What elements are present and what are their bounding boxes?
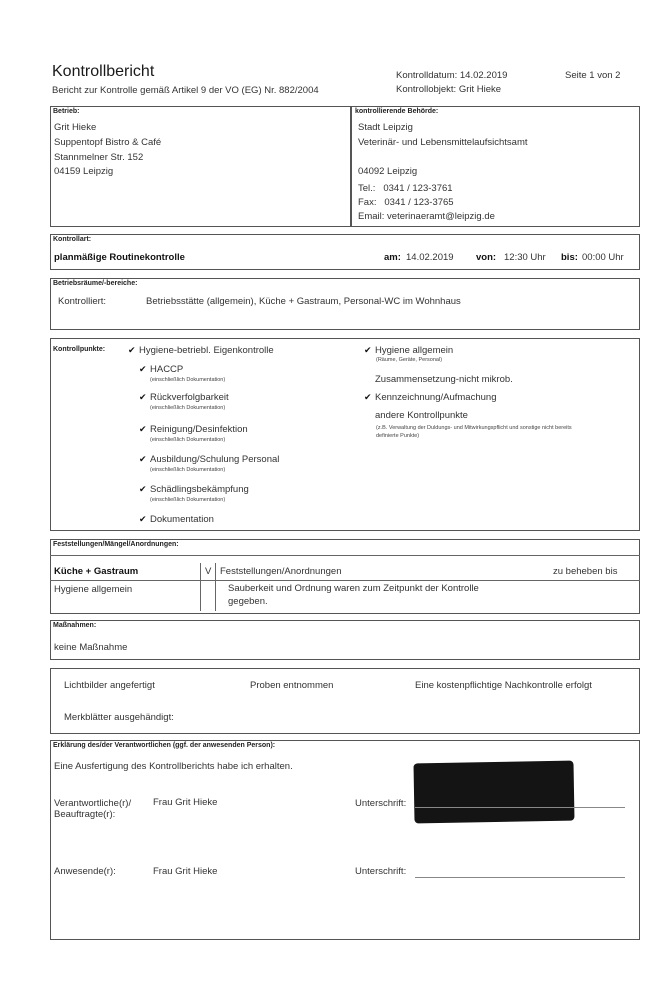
feststellungen-row-text: Sauberkeit und Ordnung waren zum Zeitpunkt der Kontrolle	[228, 583, 479, 594]
bis-value: 00:00 Uhr	[582, 252, 624, 263]
kontrollpunkt-sub: (einschließlich Dokumentation)	[150, 377, 226, 383]
betrieb-line: Grit Hieke	[54, 122, 97, 133]
checkmark-icon: ✔	[364, 392, 372, 402]
behoerde-line: Stadt Leipzig	[358, 122, 413, 133]
erklaerung-label: Erklärung des/der Verantwortlichen (ggf. der anwesenden Person):	[53, 742, 276, 749]
am-label: am:	[384, 252, 401, 263]
behoerde-email: Email: veterinaeramt@leipzig.de	[358, 211, 495, 222]
page-title: Kontrollbericht	[52, 63, 155, 80]
massnahmen-label: Maßnahmen:	[53, 622, 97, 629]
checkmark-icon: ✔	[139, 484, 147, 494]
kontrollpunkt-item: HACCP	[150, 364, 184, 375]
kontrollpunkt-item: andere Kontrollpunkte	[375, 410, 468, 421]
redacted-signature	[413, 761, 574, 824]
kontrollobjekt: Kontrollobjekt: Grit Hieke	[396, 84, 502, 95]
checkmark-icon: ✔	[139, 424, 147, 434]
am-value: 14.02.2019	[406, 252, 454, 263]
behoerde-line: Veterinär- und Lebensmittelaufsichtsamt	[358, 137, 528, 148]
kontrollpunkt-sub: (einschließlich Dokumentation)	[150, 405, 226, 411]
unterschrift-label: Unterschrift:	[355, 866, 407, 877]
checkmark-icon: ✔	[139, 454, 147, 464]
lichtbilder-text: Lichtbilder angefertigt	[64, 680, 155, 691]
anwesende-name: Frau Grit Hieke	[153, 866, 218, 877]
checkmark-icon: ✔	[139, 514, 147, 524]
kontrollpunkt-sub: (Räume, Geräte, Personal)	[376, 357, 443, 363]
feststellungen-section	[50, 539, 640, 614]
kontrollpunkt-item: Hygiene allgemein	[375, 345, 454, 356]
kontrolldatum: Kontrolldatum: 14.02.2019	[396, 70, 508, 81]
nachkontrolle-text: Eine kostenpflichtige Nachkontrolle erfolgt	[415, 680, 592, 691]
feststellungen-col-right: zu beheben bis	[553, 566, 618, 577]
proben-text: Proben entnommen	[250, 680, 334, 691]
checkmark-icon: ✔	[128, 345, 136, 355]
unterschrift-label: Unterschrift:	[355, 798, 407, 809]
von-value: 12:30 Uhr	[504, 252, 546, 263]
von-label: von:	[476, 252, 497, 263]
betrieb-label: Betrieb:	[53, 108, 80, 115]
checkmark-icon: ✔	[139, 392, 147, 402]
verantwortliche-label: Verantwortliche(r)/	[54, 798, 132, 809]
kontrollpunkt-item: Rückverfolgbarkeit	[150, 392, 229, 403]
kontrollart-label: Kontrollart:	[53, 236, 92, 243]
anwesende-label: Anwesende(r):	[54, 866, 116, 877]
feststellungen-row-text: gegeben.	[228, 596, 268, 607]
massnahmen-value: keine Maßnahme	[54, 642, 128, 653]
kontrollpunkte-label: Kontrollpunkte:	[53, 346, 106, 353]
kontrollpunkt-sub: (z.B. Verwaltung der Duldungs- und Mitwirkungspflicht und sonstige nicht bereits definierte Punkte)	[376, 425, 572, 439]
betrieb-line: 04159 Leipzig	[54, 166, 114, 177]
kontrollpunkt-item: Reinigung/Desinfektion	[150, 424, 248, 435]
betrieb-line: Stannmelner Str. 152	[54, 152, 144, 163]
extras-section	[50, 668, 640, 734]
kontrollpunkt-sub: (einschließlich Dokumentation)	[150, 467, 226, 473]
behoerde-line: 04092 Leipzig	[358, 166, 418, 177]
feststellungen-col-head: Feststellungen/Anordnungen	[220, 566, 342, 577]
kontrollpunkt-sub: (einschließlich Dokumentation)	[150, 497, 226, 503]
kontrollpunkt-item: Hygiene-betriebl. Eigenkontrolle	[139, 345, 274, 356]
checkmark-icon: ✔	[139, 364, 147, 374]
checkmark-icon: ✔	[364, 345, 372, 355]
kontrollpunkt-item: Ausbildung/Schulung Personal	[150, 454, 280, 465]
kontrollpunkt-item: Zusammensetzung-nicht mikrob.	[375, 374, 513, 385]
page-number: Seite 1 von 2	[565, 70, 621, 81]
page-subtitle: Bericht zur Kontrolle gemäß Artikel 9 der VO (EG) Nr. 882/2004	[52, 85, 319, 96]
verantwortliche-name: Frau Grit Hieke	[153, 797, 218, 808]
kontrollpunkt-sub: (einschließlich Dokumentation)	[150, 437, 226, 443]
behoerde-tel: Tel.: 0341 / 123-3761	[358, 183, 453, 194]
betriebsraeume-label: Betriebsräume/-bereiche:	[53, 280, 138, 287]
feststellungen-label: Feststellungen/Mängel/Anordnungen:	[53, 541, 179, 548]
merkblaetter-text: Merkblätter ausgehändigt:	[64, 712, 174, 723]
behoerde-fax: Fax: 0341 / 123-3765	[358, 197, 454, 208]
behoerde-label: kontrollierende Behörde:	[355, 108, 439, 115]
kontrollpunkt-item: Kennzeichnung/Aufmachung	[375, 392, 497, 403]
kontrollpunkt-item: Dokumentation	[150, 514, 214, 525]
massnahmen-section	[50, 620, 640, 660]
beauftragte-label: Beauftragte(r):	[54, 809, 116, 820]
bis-label: bis:	[561, 252, 578, 263]
kontrolliert-value: Betriebsstätte (allgemein), Küche + Gastraum, Personal-WC im Wohnhaus	[146, 296, 461, 307]
erklaerung-text: Eine Ausfertigung des Kontrollberichts habe ich erhalten.	[54, 761, 293, 772]
feststellungen-col-v: V	[205, 566, 212, 577]
feststellungen-area: Küche + Gastraum	[54, 566, 139, 577]
kontrollart-value: planmäßige Routinekontrolle	[54, 252, 185, 263]
betrieb-line: Suppentopf Bistro & Café	[54, 137, 162, 148]
kontrollpunkt-item: Schädlingsbekämpfung	[150, 484, 249, 495]
kontrolliert-key: Kontrolliert:	[58, 296, 107, 307]
feststellungen-row-area: Hygiene allgemein	[54, 584, 133, 595]
